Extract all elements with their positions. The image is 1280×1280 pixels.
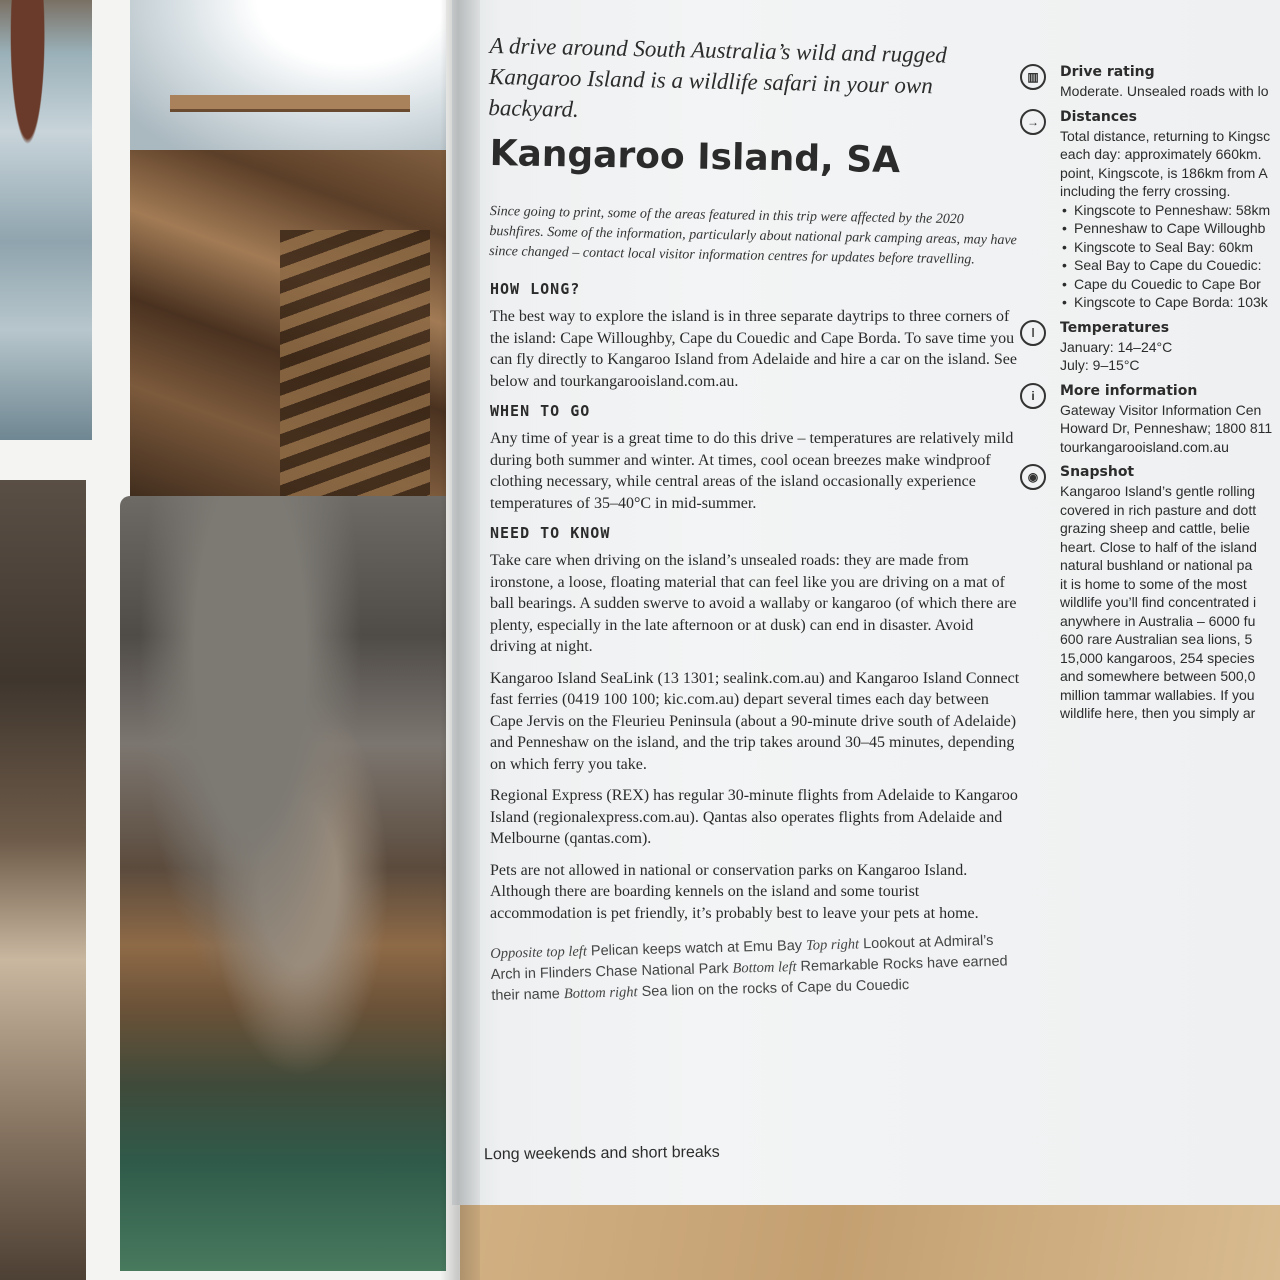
caption-label-bottom-right: Bottom right [563, 984, 638, 1003]
distances-line: point, Kingscote, is 186km from A [1060, 164, 1268, 181]
thermometer-icon: ǀ [1020, 320, 1046, 346]
bushfire-note: Since going to print, some of the areas featured in this trip were affected by the 2020 bushfires. Some of the information, particularly about national park camping areas, may have since changed – contact local visitor information centres for updates before travelling. [489, 203, 1017, 268]
distance-item: • Kingscote to Cape Borda: 103k [1060, 293, 1280, 312]
page-gutter-shadow [440, 0, 480, 1280]
intro-text: A drive around South Australia’s wild and rugged Kangaroo Island is a wildlife safari in your own backyard. [488, 32, 948, 122]
snapshot-title: Snapshot [1060, 464, 1135, 480]
drive-rating-block [1018, 64, 1280, 101]
snapshot-line: Kangaroo Island’s gentle rolling [1060, 483, 1256, 499]
caption-text-top-left: Pelican keeps watch at Emu Bay [586, 937, 807, 960]
distances-line: Total distance, returning to Kingsc [1060, 127, 1271, 144]
arrow-right-icon: → [1020, 109, 1046, 135]
need-to-know-text-2: Kangaroo Island SeaLink (13 1301; sealink.com.au) and Kangaroo Island Connect fast ferries (0419 100 100; kic.com.au) depart several times each day between Cape Jervis on the Fleurieu Peninsula (about a 90-minute drive south of Adelaide) and Penneshaw on the island, and the trip takes around 30–45 minutes, depending on which ferry you take. [490, 669, 1020, 773]
distance-item: • Kingscote to Penneshaw: 58km [1060, 201, 1280, 220]
distances-line: each day: approximately 660km. [1060, 146, 1262, 162]
caption-text-bottom-left: Remarkable Rocks have earned their name [491, 953, 1008, 1004]
need-to-know-text-3: Regional Express (REX) has regular 30-minute flights from Adelaide to Kangaroo Island (regionalexpress.com.au). Qantas also operates flights from Adelaide and Melbourne (qantas.com). [490, 787, 1018, 847]
snapshot-line: grazing sheep and cattle, belie [1060, 520, 1250, 536]
caption-text-bottom-right: Sea lion on the rocks of Cape du Couedic [637, 977, 910, 1001]
sky [130, 0, 446, 150]
info-sidebar [1018, 60, 1280, 760]
main-text-column [490, 30, 1020, 1007]
distances-block [1018, 109, 1280, 312]
caption-label-top-left: Opposite top left [490, 943, 588, 962]
lookout-stairs [280, 230, 430, 500]
caption-label-bottom-left: Bottom left [732, 958, 797, 977]
need-to-know-text-4: Pets are not allowed in national or conservation parks on Kangaroo Island. Although there are boarding kennels on the island and some tourist accommodation is pet friendly, it’s probably best to leave your pets at home. [490, 861, 979, 922]
distance-item: • Kingscote to Seal Bay: 60km [1060, 238, 1280, 257]
more-info-line: tourkangarooisland.com.au [1060, 438, 1229, 455]
snapshot-line: million tammar wallabies. If you [1060, 686, 1255, 703]
eye-icon: ◉ [1020, 464, 1046, 490]
distance-item: • Cape du Couedic to Cape Bor [1060, 275, 1280, 294]
when-to-go-text: Any time of year is a great time to do this drive – temperatures are relatively mild during both summer and winter. At times, cool ocean breezes make windproof clothing necessary, while central areas of the island occasionally experience temperatures of 35–40°C in mid-summer. [490, 430, 1014, 512]
more-info-title: More information [1060, 382, 1198, 399]
snapshot-block [1018, 464, 1280, 723]
snapshot-line: wildlife you’ll find concentrated i [1060, 594, 1257, 610]
snapshot-line: it is home to some of the most [1060, 575, 1247, 592]
caption-text-top-right: Lookout at Admiral’s Arch in Flinders Chase National Park [490, 932, 994, 983]
more-info-line: Gateway Visitor Information Cen [1060, 401, 1262, 418]
snapshot-line: natural bushland or national pa [1060, 557, 1253, 573]
caption-label-top-right: Top right [805, 936, 860, 954]
info-icon: i [1020, 383, 1046, 409]
snapshot-line: wildlife here, then you simply ar [1060, 705, 1256, 721]
photo-captions [490, 930, 1021, 1007]
distances-line: including the ferry crossing. [1060, 183, 1231, 199]
temperature-line: July: 9–15°C [1060, 357, 1140, 373]
snapshot-line: and somewhere between 500,0 [1060, 668, 1256, 684]
sea-lion-photo [120, 496, 446, 1271]
distances-list [1060, 201, 1280, 312]
snapshot-line: heart. Close to half of the island [1060, 538, 1257, 555]
need-to-know-text-1: Take care when driving on the island’s unsealed roads: they are made from ironstone, a loose, floating material that can feel like you are driving on a mat of ball bearings. A sudden swerve to avoid a wallaby or kangaroo (of which there are plenty, especially in the late afternoon or at dusk) can end in disaster. Avoid driving at night. [490, 552, 1017, 655]
heading-need-to-know: NEED TO KNOW [490, 524, 611, 542]
distance-item: • Penneshaw to Cape Willoughb [1060, 219, 1280, 238]
snapshot-line: 15,000 kangaroos, 254 species [1060, 649, 1255, 666]
page-footer: Long weekends and short breaks [483, 1143, 720, 1164]
distance-item: • Seal Bay to Cape du Couedic: [1060, 256, 1280, 275]
pelican-photo [0, 0, 92, 440]
drive-rating-text: Moderate. Unsealed roads with lo [1060, 83, 1269, 99]
snapshot-line: anywhere in Australia – 6000 fu [1060, 612, 1256, 629]
snapshot-line: covered in rich pasture and dott [1060, 501, 1257, 518]
temperature-line: January: 14–24°C [1060, 338, 1173, 355]
lookout-railing [170, 95, 410, 112]
how-long-text: The best way to explore the island is in three separate daytrips to three corners of the island: Cape Willoughby, Cape du Couedic and Cape Borda. To save time you can fly directly to Kangaroo Island from Adelaide and hire a car on the island. See below and tourkangarooisland.com.au. [490, 308, 1017, 390]
distances-title: Distances [1060, 108, 1137, 125]
remarkable-rocks-photo [0, 480, 86, 1280]
heading-when-to-go: WHEN TO GO [490, 402, 591, 420]
left-page [0, 0, 460, 1280]
more-info-block [1018, 383, 1280, 457]
temperatures-block [1018, 320, 1280, 375]
temperatures-title: Temperatures [1060, 319, 1170, 336]
page-title: Kangaroo Island, SA [489, 133, 901, 182]
drive-rating-title: Drive rating [1060, 64, 1155, 80]
snapshot-line: 600 rare Australian sea lions, 5 [1060, 631, 1253, 647]
lookout-photo [130, 0, 446, 510]
more-info-line: Howard Dr, Penneshaw; 1800 811 [1060, 420, 1273, 436]
bar-chart-icon: ▥ [1020, 64, 1046, 90]
heading-how-long: HOW LONG? [490, 280, 581, 298]
